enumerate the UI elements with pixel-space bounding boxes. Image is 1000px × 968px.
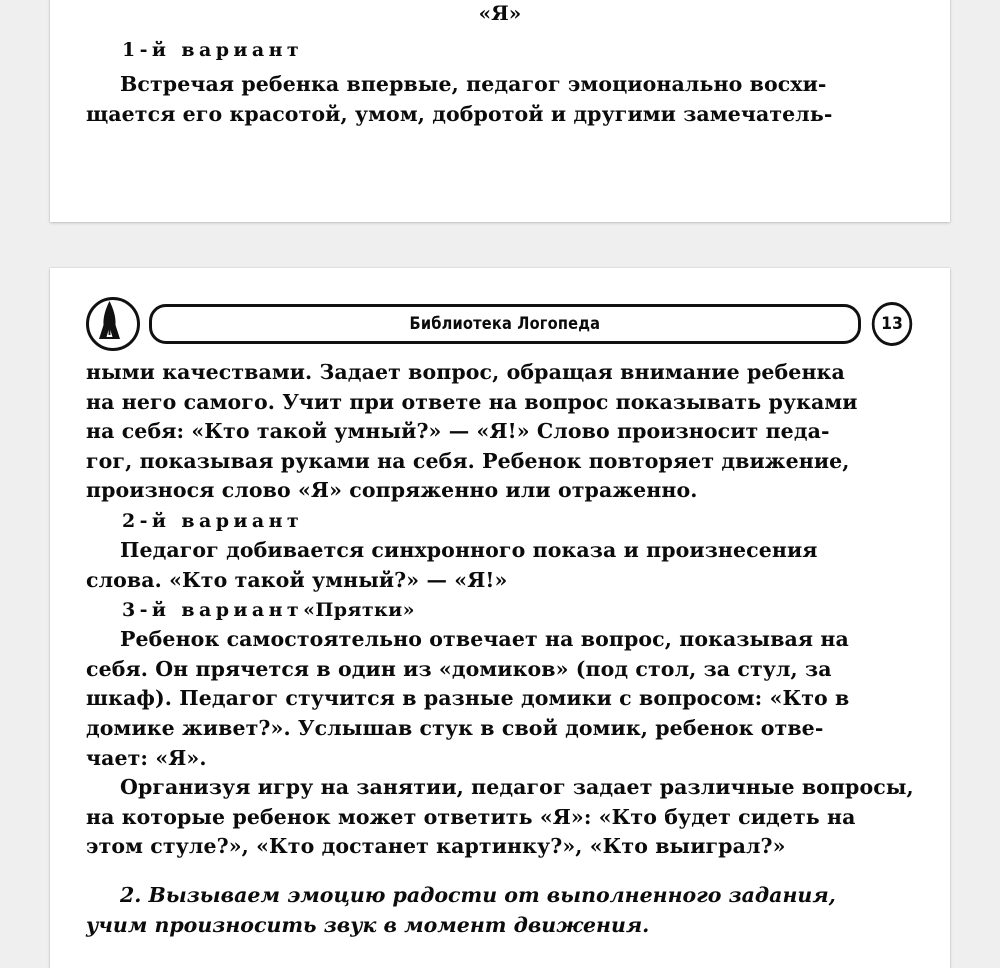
page-2-paragraph-4 (86, 773, 914, 862)
page-1-variant-1-label: 1-й вариант (122, 39, 304, 61)
body-line: на него самого. Учит при ответе на вопрос показывать руками (86, 389, 858, 414)
variant-3-label-text: 3-й вариант (122, 599, 304, 622)
page-2-content (50, 268, 950, 968)
document-page-1 (50, 0, 950, 222)
page-2-paragraph-3 (86, 625, 914, 773)
running-header-pill (149, 304, 861, 344)
body-line: слова. «Кто такой умный?» — «Я!» (86, 567, 508, 592)
page-2-paragraph-1 (86, 358, 914, 506)
running-header-title: Библиотека Логопеда (409, 314, 601, 334)
page-2-variant-3-label (86, 595, 914, 625)
body-line: на которые ребенок может ответить «Я»: «Кто будет сидеть на (86, 804, 856, 829)
body-line: Ребенок самостоятельно отвечает на вопрос, показывая на (120, 627, 849, 652)
page-1-centered-heading: «Я» (478, 1, 522, 25)
running-header (86, 268, 914, 358)
body-line: на себя: «Кто такой умный?» — «Я!» Слово произносит педа- (86, 419, 830, 444)
page-1-content (50, 0, 950, 222)
torch-logo-icon (86, 297, 140, 351)
body-line: щается его красотой, умом, добротой и другими замечатель- (86, 101, 833, 126)
body-line: чает: «Я». (86, 745, 207, 770)
page-2-paragraph-2 (86, 536, 914, 595)
body-line: гог, показывая руками на себя. Ребенок повторяет движение, (86, 448, 850, 473)
final-note-line: учим произносить звук в момент движения. (86, 912, 650, 937)
body-line: домике живет?». Услышав стук в свой домик, ребенок отве- (86, 715, 824, 740)
body-line: себя. Он прячется в один из «домиков» (под стол, за стул, за (86, 656, 832, 681)
document-page-2 (50, 268, 950, 968)
body-line: Организуя игру на занятии, педагог задает различные вопросы, (120, 775, 914, 800)
body-line: этом стуле?», «Кто достанет картинку?», «Кто выиграл?» (86, 834, 786, 859)
page-1-paragraph (86, 70, 914, 129)
page-number-badge: 13 (872, 302, 912, 346)
final-note-line: 2. Вызываем эмоцию радости от выполненного задания, (120, 882, 836, 907)
variant-3-title: «Прятки» (303, 599, 415, 622)
body-line: Встречая ребенка впервые, педагог эмоционально восхи- (120, 72, 827, 96)
body-line: Педагог добивается синхронного показа и произнесения (120, 537, 818, 562)
page-2-final-note (86, 880, 914, 940)
body-line: ными качествами. Задает вопрос, обращая внимание ребенка (86, 360, 845, 384)
page-2-variant-2-label: 2-й вариант (122, 509, 304, 532)
body-line: шкаф). Педагог стучится в разные домики с вопросом: «Кто в (86, 686, 850, 711)
body-line: произнося слово «Я» сопряженно или отраженно. (86, 478, 698, 503)
